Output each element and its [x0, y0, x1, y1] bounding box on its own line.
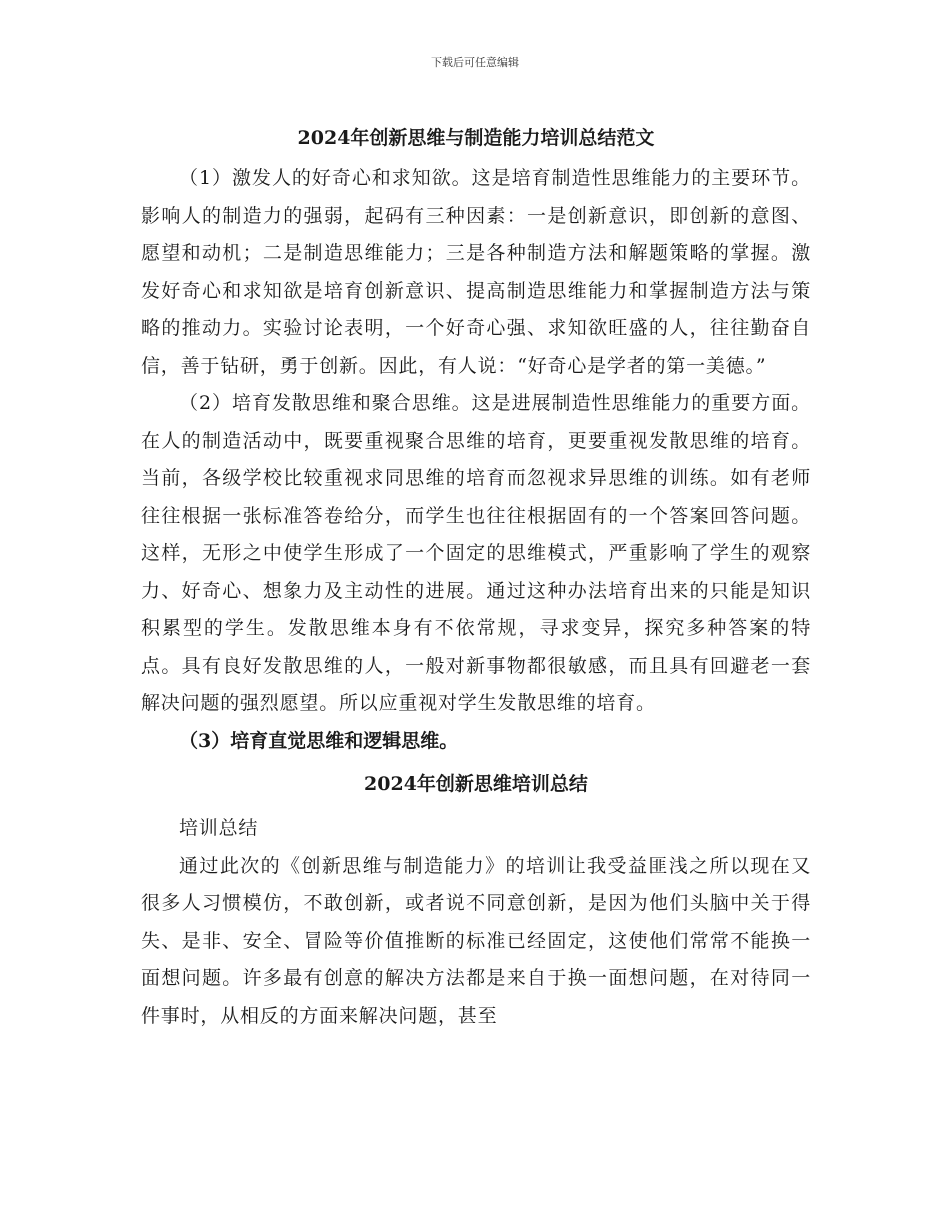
paragraph-2: （2）培育发散思维和聚合思维。这是进展制造性思维能力的重要方面。在人的制造活动中，既要重视聚合思维的培育，更要重视发散思维的培育。当前，各级学校比较重视求同思维的培育而忽视求异思维的训练。如有老师往往根据一张标准答卷给分，而学生也往往根据固有的一个答案回答问题。这样，无形之中使学生形成了一个固定的思维模式，严重影响了学生的观察力、好奇心、想象力及主动性的进展。通过这种办法培育出来的只能是知识积累型的学生。发散思维本身有不依常规，寻求变异，探究多种答案的特点。具有良好发散思维的人，一般对新事物都很敏感，而且具有回避老一套解决问题的强烈愿望。所以应重视对学生发散思维的培育。 — [141, 392, 811, 714]
closing-paragraph: 通过此次的《创新思维与制造能力》的培训让我受益匪浅之所以现在又很多人习惯模仿，不敢创新，或者说不同意创新，是因为他们头脑中关于得失、是非、安全、冒险等价值推断的标准已经固定，这使他们常常不能换一面想问题。许多最有创意的解决方法都是来自于换一面想问题，在对待同一件事时，从相反的方面来解决问题，甚至 — [141, 854, 811, 1027]
document-body — [141, 124, 811, 1035]
document-title: 2024年创新思维与制造能力培训总结范文 — [297, 127, 655, 149]
section-subtitle: 2024年创新思维培训总结 — [364, 773, 588, 795]
paragraph-1: （1）激发人的好奇心和求知欲。这是培育制造性思维能力的主要环节。影响人的制造力的强弱，起码有三种因素：一是创新意识，即创新的意图、愿望和动机；二是制造思维能力；三是各种制造方法和解题策略的掌握。激发好奇心和求知欲是培育创新意识、提高制造思维能力和掌握制造方法与策略的推动力。实验讨论表明，一个好奇心强、求知欲旺盛的人，往往勤奋自信，善于钻研，勇于创新。因此，有人说：“好奇心是学者的第一美德。” — [141, 167, 811, 377]
section-label: 培训总结 — [179, 817, 259, 839]
bold-item-3: （3）培育直觉思维和逻辑思维。 — [179, 729, 459, 752]
header-note: 下载后可任意编辑 — [431, 56, 519, 69]
